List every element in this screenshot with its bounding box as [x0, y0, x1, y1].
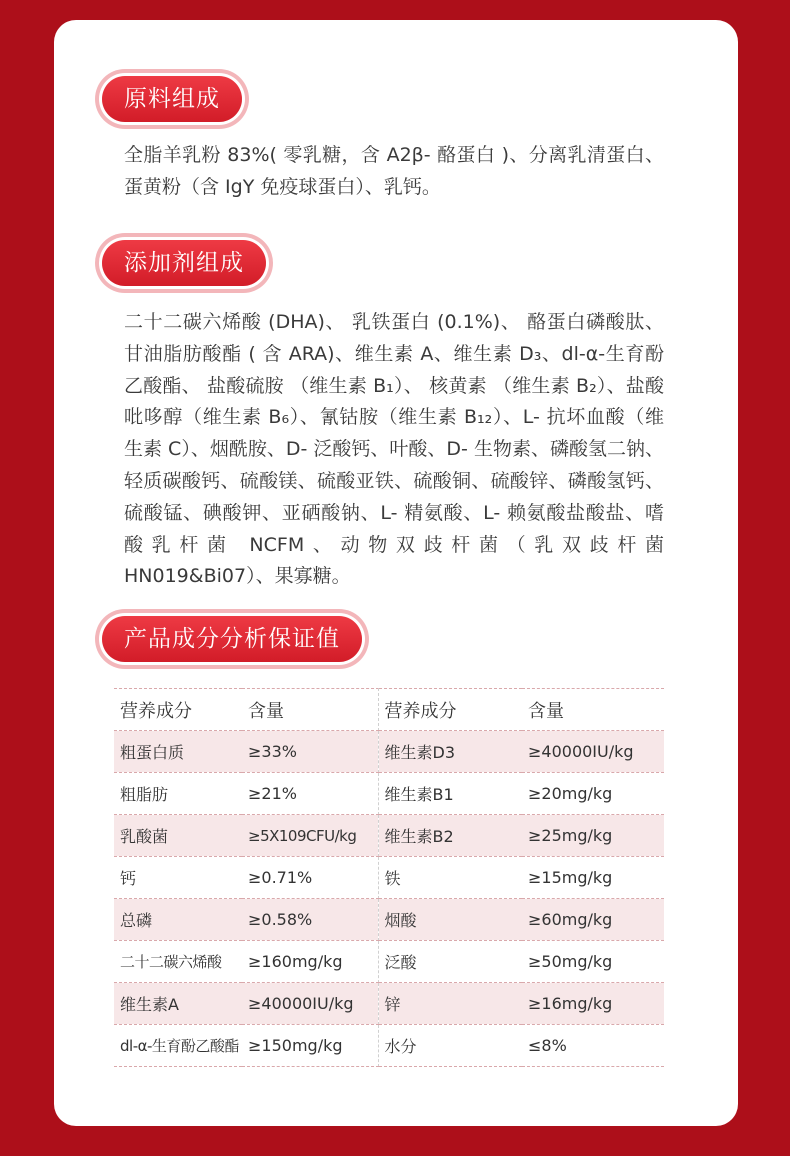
additives-text: 二十二碳六烯酸 (DHA)、 乳铁蛋白 (0.1%)、 酪蛋白磷酸肽、甘油脂肪酸酯 ( 含 ARA)、维生素 A、维生素 D₃、dl-α-生育酚乙酸酯、 盐酸硫胺 （维生素 B₁）、 核黄素 （维生素 B₂）、盐酸吡哆醇（维生素 B₆）、氰钴胺（维生素 B₁₂）、L- 抗坏血酸（维生素 C）、烟酰胺、D- 泛酸钙、叶酸、D- 生物素、磷酸氢二钠、轻质碳酸钙、硫酸镁、硫酸亚铁、硫酸铜、硫酸锌、磷酸氢钙、硫酸锰、碘酸钾、亚硒酸钠、L- 精氨酸、L- 赖氨酸盐酸盐、嗜酸乳杆菌 NCFM、动物双歧杆菌（乳双歧杆菌 HN019&Bi07）、果寡糖。 — [124, 311, 664, 588]
header-nutrient-right: 营养成分 — [378, 689, 522, 731]
table-cell: 烟酸 — [378, 899, 522, 941]
table-cell: ≥50mg/kg — [522, 941, 664, 983]
table-row — [114, 815, 664, 857]
table-cell: 锌 — [378, 983, 522, 1025]
table-row — [114, 899, 664, 941]
header-content-left: 含量 — [242, 689, 378, 731]
table-cell: 二十二碳六烯酸 — [114, 941, 242, 983]
table-cell: ≥160mg/kg — [242, 941, 378, 983]
table-header-row — [114, 689, 664, 731]
table-cell: 维生素A — [114, 983, 242, 1025]
table-cell: ≥40000IU/kg — [522, 731, 664, 773]
table-cell: ≥21% — [242, 773, 378, 815]
section-title-additives: 添加剂组成 — [102, 240, 266, 286]
table-cell: 总磷 — [114, 899, 242, 941]
table-cell: 粗脂肪 — [114, 773, 242, 815]
table-cell: 泛酸 — [378, 941, 522, 983]
table-row — [114, 1025, 664, 1067]
table-row — [114, 983, 664, 1025]
header-content-right: 含量 — [522, 689, 664, 731]
table-cell: ≥40000IU/kg — [242, 983, 378, 1025]
table-row — [114, 857, 664, 899]
raw-ingredients-text: 全脂羊乳粉 83%( 零乳糖，含 A2β- 酪蛋白 )、分离乳清蛋白、蛋黄粉（含 IgY 免疫球蛋白）、乳钙。 — [124, 144, 664, 198]
table-cell: ≥25mg/kg — [522, 815, 664, 857]
table-cell: 乳酸菌 — [114, 815, 242, 857]
table-cell: ≥0.71% — [242, 857, 378, 899]
table-row — [114, 731, 664, 773]
table-cell: ≥150mg/kg — [242, 1025, 378, 1067]
table-cell: 维生素D3 — [378, 731, 522, 773]
table-cell: 水分 — [378, 1025, 522, 1067]
section-title-raw: 原料组成 — [102, 76, 242, 122]
table-cell: dl-α-生育酚乙酸酯 — [114, 1025, 242, 1067]
content-card — [54, 20, 738, 1126]
table-cell: ≥15mg/kg — [522, 857, 664, 899]
table-cell: 维生素B1 — [378, 773, 522, 815]
table-cell: ≤8% — [522, 1025, 664, 1067]
table-row — [114, 941, 664, 983]
header-nutrient-left: 营养成分 — [114, 689, 242, 731]
table-cell: ≥20mg/kg — [522, 773, 664, 815]
table-cell: ≥33% — [242, 731, 378, 773]
table-row — [114, 773, 664, 815]
table-cell: ≥0.58% — [242, 899, 378, 941]
nutrition-table — [114, 688, 664, 1067]
table-cell: 铁 — [378, 857, 522, 899]
table-cell: 维生素B2 — [378, 815, 522, 857]
table-cell: 钙 — [114, 857, 242, 899]
table-cell: ≥60mg/kg — [522, 899, 664, 941]
table-cell: 粗蛋白质 — [114, 731, 242, 773]
section-title-analysis: 产品成分分析保证值 — [102, 616, 362, 662]
table-cell: ≥5X109CFU/kg — [242, 815, 378, 857]
table-cell: ≥16mg/kg — [522, 983, 664, 1025]
